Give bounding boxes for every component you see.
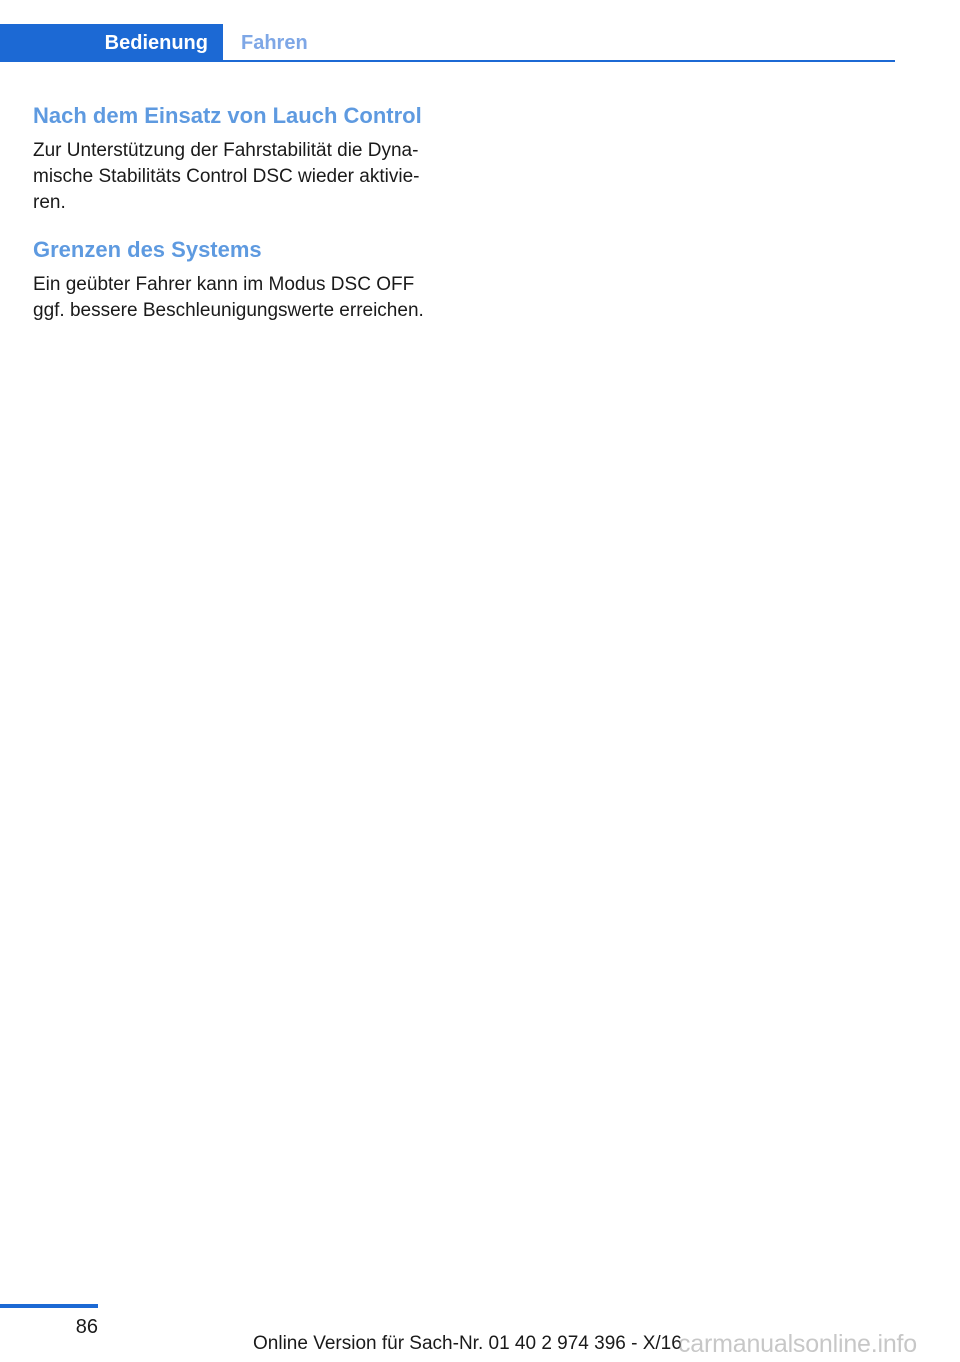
tab-fahren-label: Fahren — [241, 31, 308, 54]
tab-fahren[interactable] — [241, 24, 308, 62]
section-heading-grenzen: Grenzen des Systems — [33, 237, 262, 262]
text-line: ggf. bessere Beschleunigungswerte erreichen. — [33, 300, 424, 321]
page-header — [0, 24, 895, 61]
tab-bedienung-label: Bedienung — [104, 31, 208, 54]
page-number: 86 — [75, 1316, 98, 1338]
section-paragraph-grenzen — [33, 272, 453, 324]
footer-version-text: Online Version für Sach-Nr. 01 40 2 974 396 - X/16 — [253, 1333, 682, 1354]
text-line: Ein geübter Fahrer kann im Modus DSC OFF — [33, 274, 415, 295]
header-divider — [0, 60, 895, 62]
page-content — [33, 100, 453, 342]
section-paragraph-lauch-control — [33, 138, 453, 216]
text-line: mische Stabilitäts Control DSC wieder aktivie- — [33, 166, 420, 187]
text-line: ren. — [33, 192, 66, 213]
footer-accent-bar — [0, 1304, 98, 1308]
section-heading-lauch-control: Nach dem Einsatz von Lauch Control — [33, 103, 422, 128]
text-line: Zur Unterstützung der Fahrstabilität die Dyna- — [33, 140, 419, 161]
tab-bedienung[interactable] — [0, 24, 223, 62]
watermark: carmanualsonline.info — [678, 1330, 918, 1358]
